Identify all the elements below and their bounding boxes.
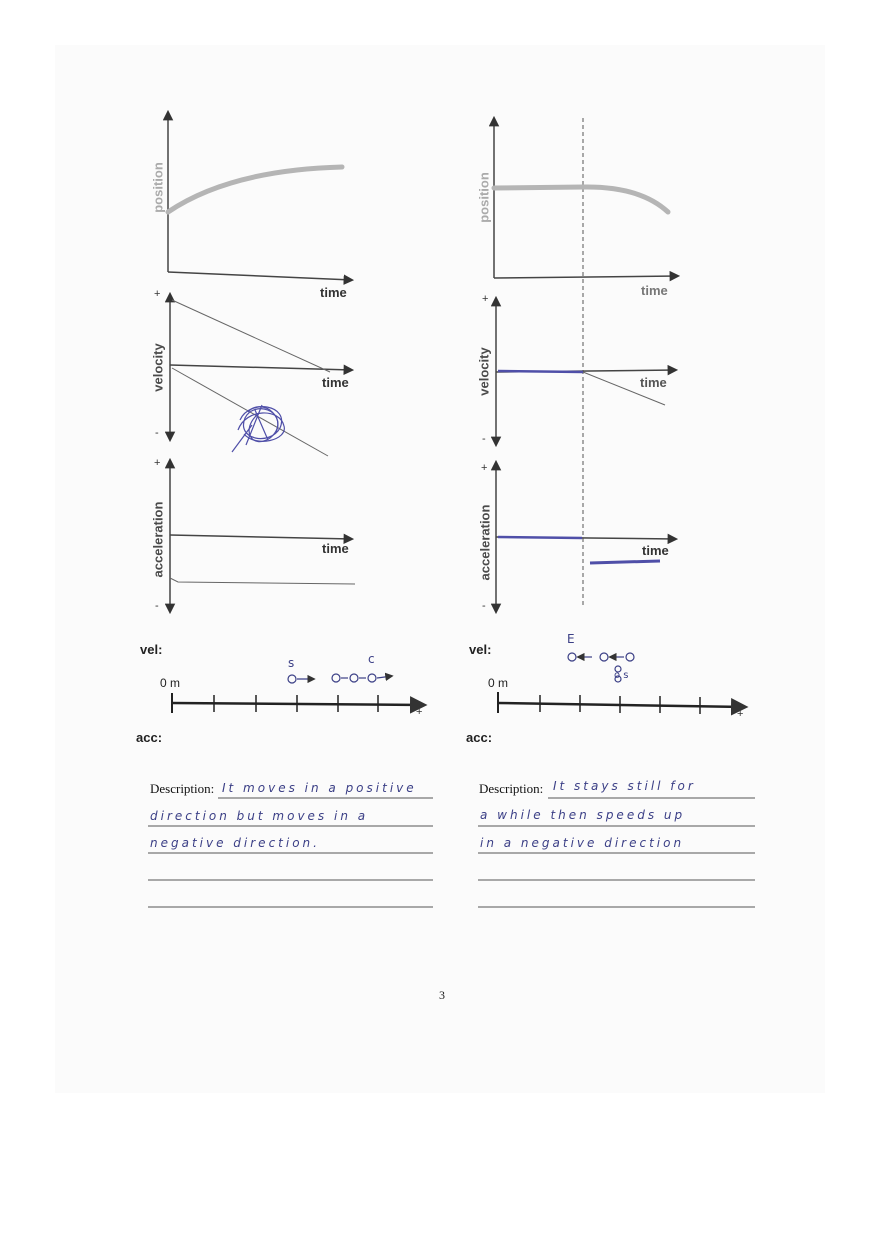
page-number: 3 <box>439 988 445 1002</box>
left-zero-label: 0 m <box>160 676 181 690</box>
right-description-label: Description: <box>479 781 544 796</box>
left-motion-map <box>172 674 424 713</box>
left-map-note-s: s <box>288 656 295 670</box>
left-acceleration-graph <box>170 460 355 612</box>
left-acceleration-plus: + <box>154 457 161 469</box>
scribble-mark <box>232 405 284 452</box>
left-velocity-time-label: time <box>322 375 349 390</box>
left-velocity-line-a <box>172 300 330 372</box>
right-description-line-2: a while then speeds up <box>480 808 686 822</box>
left-position-curve <box>168 167 342 212</box>
right-velocity-axis-label: velocity <box>476 347 492 396</box>
right-velocity-minus: - <box>482 433 486 445</box>
right-acceleration-time-label: time <box>642 543 669 558</box>
right-position-curve <box>494 187 668 212</box>
right-map-note-os: o s <box>614 670 629 681</box>
right-velocity-graph <box>496 298 676 445</box>
right-zero-label: 0 m <box>488 676 509 690</box>
right-acceleration-minus: - <box>482 600 486 612</box>
left-vel-label: vel: <box>140 642 163 657</box>
left-acceleration-time-label: time <box>322 541 349 556</box>
right-acceleration-plus: + <box>481 462 488 474</box>
right-description-line-3: in a negative direction <box>480 836 685 850</box>
left-acceleration-axis-label: acceleration <box>150 501 166 578</box>
left-velocity-arrows <box>288 674 392 683</box>
right-velocity-plus: + <box>482 293 489 305</box>
right-velocity-time-label: time <box>640 375 667 390</box>
left-velocity-minus: - <box>155 427 159 439</box>
left-description-label: Description: <box>150 781 215 796</box>
right-position-time-label: time <box>641 283 668 298</box>
left-description-line-2: direction but moves in a <box>150 809 369 823</box>
left-velocity-axis-label: velocity <box>150 343 166 392</box>
left-position-time-label: time <box>320 285 347 300</box>
right-acceleration-line <box>590 561 660 563</box>
right-vel-label: vel: <box>469 642 492 657</box>
left-velocity-plus: + <box>154 288 161 300</box>
left-acceleration-minus: - <box>155 600 159 612</box>
right-acc-label: acc: <box>466 730 493 745</box>
right-acceleration-zero-trace <box>498 537 582 538</box>
left-acc-label: acc: <box>136 730 163 745</box>
right-description-line-1: It stays still for <box>553 779 696 793</box>
right-velocity-zero-trace <box>498 371 583 372</box>
right-acceleration-graph <box>496 462 676 612</box>
left-description-line-1: It moves in a positive <box>222 781 417 795</box>
left-description-line-3: negative direction. <box>150 836 320 850</box>
left-position-axis-label: position <box>150 162 166 213</box>
right-acceleration-axis-label: acceleration <box>477 504 493 581</box>
left-position-graph <box>168 112 352 280</box>
right-map-plus: + <box>737 708 744 720</box>
left-acceleration-line <box>170 578 355 584</box>
left-map-plus: + <box>416 706 423 718</box>
left-map-note-c: c <box>368 652 375 666</box>
right-map-note-e: E <box>567 632 575 646</box>
right-position-axis-label: position <box>476 172 492 223</box>
right-position-graph <box>494 118 678 278</box>
right-motion-map <box>498 653 745 714</box>
